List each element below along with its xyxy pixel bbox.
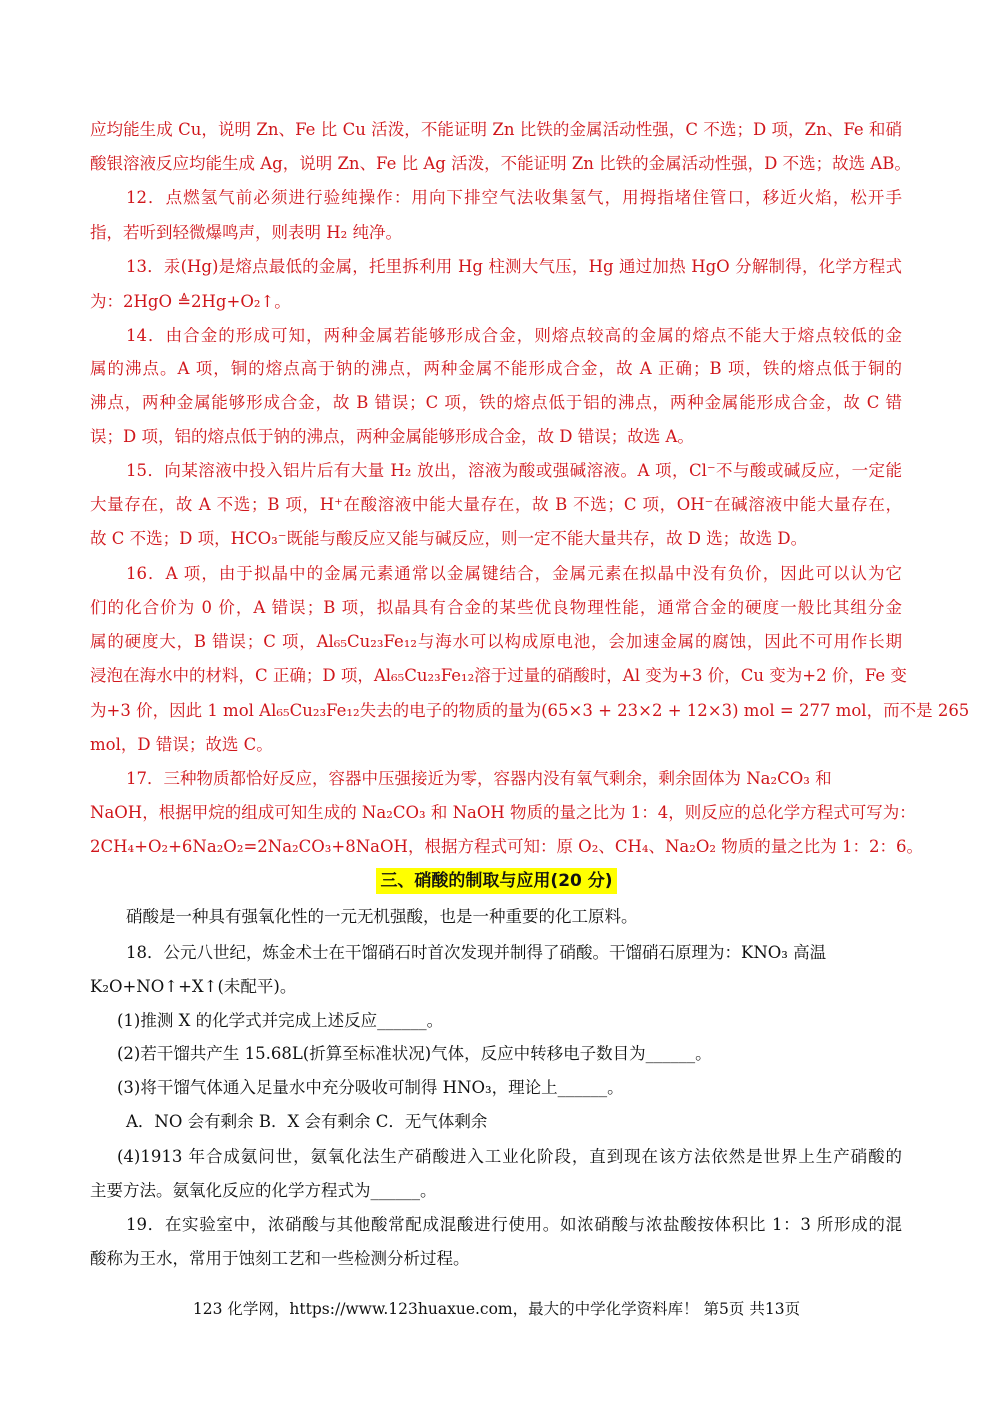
text-line: 15．向某溶液中投入铝片后有大量 H₂ 放出，溶液为酸或强碱溶液。A 项，Cl⁻不与酸或碱反应，一定能	[126, 461, 902, 480]
text-line: 酸称为王水，常用于蚀刻工艺和一些检测分析过程。	[90, 1249, 470, 1268]
text-line: 沸点，两种金属能够形成合金，故 B 错误；C 项，铁的熔点低于铝的沸点，两种金属能形成合金，故 C 错	[90, 393, 902, 412]
text-line: 应均能生成 Cu，说明 Zn、Fe 比 Cu 活泼，不能证明 Zn 比铁的金属活动性强，C 不选；D 项，Zn、Fe 和硝	[90, 120, 902, 139]
text-line: 为：2HgO ≜2Hg+O₂↑。	[90, 292, 291, 311]
text-line: 为+3 价，因此 1 mol Al₆₅Cu₂₃Fe₁₂失去的电子的物质的量为(65×3 + 23×2 + 12×3) mol = 277 mol，而不是 265	[90, 701, 970, 720]
text-line: 17．三种物质都恰好反应，容器中压强接近为零，容器内没有氧气剩余，剩余固体为 Na₂CO₃ 和	[126, 769, 832, 788]
text-line: 13．汞(Hg)是熔点最低的金属，托里拆利用 Hg 柱测大气压，Hg 通过加热 HgO 分解制得，化学方程式	[126, 257, 902, 276]
text-line: 故 C 不选；D 项，HCO₃⁻既能与酸反应又能与碱反应，则一定不能大量共存，故 D 选；故选 D。	[90, 529, 808, 548]
text-line: 主要方法。氨氧化反应的化学方程式为______。	[90, 1181, 437, 1200]
text-line: mol，D 错误；故选 C。	[90, 735, 273, 754]
text-line: 酸银溶液反应均能生成 Ag，说明 Zn、Fe 比 Ag 活泼，不能证明 Zn 比铁的金属活动性强，D 不选；故选 AB。	[90, 154, 911, 173]
text-line: 浸泡在海水中的材料，C 正确；D 项，Al₆₅Cu₂₃Fe₁₂溶于过量的硝酸时，Al 变为+3 价，Cu 变为+2 价，Fe 变	[90, 666, 907, 685]
text-line: 19．在实验室中，浓硝酸与其他酸常配成混酸进行使用。如浓硝酸与浓盐酸按体积比 1：3 所形成的混	[126, 1215, 902, 1234]
text-line: 18．公元八世纪，炼金术士在干馏硝石时首次发现并制得了硝酸。干馏硝石原理为：KNO₃ 高温	[126, 943, 827, 962]
text-line: 12．点燃氢气前必须进行验纯操作：用向下排空气法收集氢气，用拇指堵住管口，移近火焰，松开手	[126, 188, 902, 207]
text-line: K₂O+NO↑+X↑(未配平)。	[90, 977, 297, 996]
text-line: 2CH₄+O₂+6Na₂O₂=2Na₂CO₃+8NaOH，根据方程式可知：原 O₂、CH₄、Na₂O₂ 物质的量之比为 1：2：6。	[90, 837, 923, 856]
text-line: (2)若干馏共产生 15.68L(折算至标准状况)气体，反应中转移电子数目为______。	[117, 1044, 712, 1063]
section-heading: 三、硝酸的制取与应用(20 分)	[376, 868, 616, 894]
text-line: 硝酸是一种具有强氧化性的一元无机强酸，也是一种重要的化工原料。	[126, 907, 638, 926]
text-line: 属的硬度大，B 错误；C 项，Al₆₅Cu₂₃Fe₁₂与海水可以构成原电池，会加速金属的腐蚀，因此不可用作长期	[90, 632, 902, 651]
text-line: (3)将干馏气体通入足量水中充分吸收可制得 HNO₃，理论上______。	[117, 1078, 624, 1097]
text-line: 属的沸点。A 项，铜的熔点高于钠的沸点，两种金属不能形成合金，故 A 正确；B 项，铁的熔点低于铜的	[90, 359, 902, 378]
text-line: NaOH，根据甲烷的组成可知生成的 Na₂CO₃ 和 NaOH 物质的量之比为 1：4，则反应的总化学方程式可写为：	[90, 803, 916, 822]
section-heading-container	[0, 868, 993, 894]
text-line: (1)推测 X 的化学式并完成上述反应______。	[117, 1011, 444, 1030]
text-line: 指，若听到轻微爆鸣声，则表明 H₂ 纯净。	[90, 223, 402, 242]
text-line: 14．由合金的形成可知，两种金属若能够形成合金，则熔点较高的金属的熔点不能大于熔点较低的金	[126, 326, 902, 345]
page-footer: 123 化学网，https://www.123huaxue.com，最大的中学化学资料库！ 第5页 共13页	[192, 1300, 801, 1318]
text-line: 大量存在，故 A 不选；B 项，H⁺在酸溶液中能大量存在，故 B 不选；C 项，OH⁻在碱溶液中能大量存在，	[90, 495, 902, 514]
text-line: 们的化合价为 0 价，A 错误；B 项，拟晶具有合金的某些优良物理性能，通常合金的硬度一般比其组分金	[90, 598, 902, 617]
text-line: (4)1913 年合成氨问世，氨氧化法生产硝酸进入工业化阶段，直到现在该方法依然是世界上生产硝酸的	[117, 1147, 902, 1166]
answer-options: A．NO 会有剩余 B．X 会有剩余 C．无气体剩余	[126, 1112, 488, 1131]
text-line: 误；D 项，铝的熔点低于钠的沸点，两种金属能够形成合金，故 D 错误；故选 A。	[90, 427, 694, 446]
text-line: 16．A 项，由于拟晶中的金属元素通常以金属键结合，金属元素在拟晶中没有负价，因此可以认为它	[126, 564, 902, 583]
